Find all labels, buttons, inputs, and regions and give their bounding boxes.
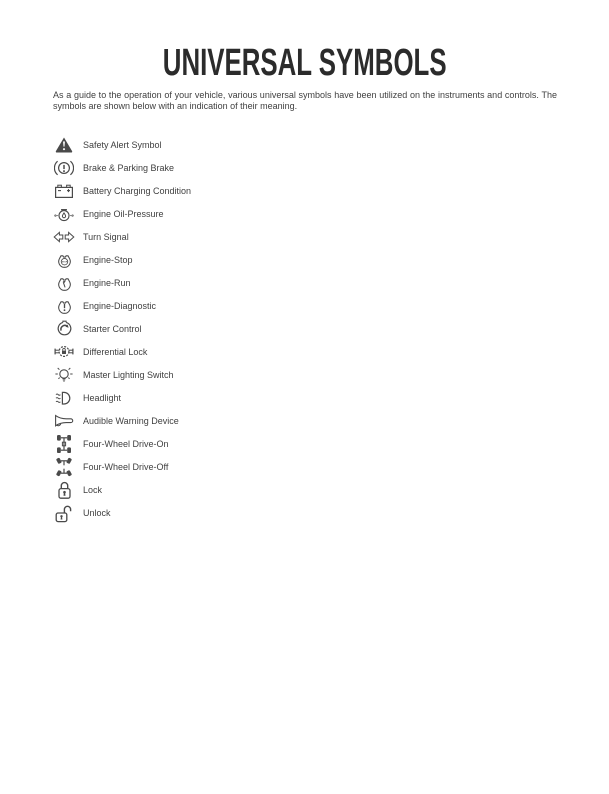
symbol-row — [52, 225, 452, 248]
symbol-label: Four-Wheel Drive-Off — [83, 461, 169, 472]
battery-charging-icon — [52, 180, 76, 202]
lock-icon — [52, 479, 76, 501]
headlight-icon — [52, 387, 76, 409]
symbol-row — [52, 363, 452, 386]
symbol-label: Headlight — [83, 392, 122, 403]
differential-lock-icon — [52, 341, 76, 363]
symbol-row — [52, 386, 452, 409]
symbol-row — [52, 478, 452, 501]
four-wheel-drive-off-icon-graphic — [56, 457, 72, 477]
symbol-label: Safety Alert Symbol — [83, 139, 162, 150]
symbol-row — [52, 409, 452, 432]
master-lighting-switch-icon — [52, 364, 76, 386]
symbol-list — [52, 133, 452, 524]
page-title-text: UNIVERSAL SYMBOLS — [162, 42, 447, 84]
starter-control-icon — [52, 318, 76, 340]
symbol-label: Audible Warning Device — [83, 415, 179, 426]
symbol-row — [52, 248, 452, 271]
symbol-row — [52, 432, 452, 455]
headlight-icon-graphic — [54, 389, 74, 407]
engine-stop-icon-graphic — [55, 251, 74, 269]
brake-parking-brake-icon — [52, 157, 76, 179]
symbol-row — [52, 294, 452, 317]
symbol-row — [52, 455, 452, 478]
battery-charging-icon-graphic — [54, 183, 74, 199]
engine-run-icon-graphic — [55, 274, 74, 292]
unlock-icon — [52, 502, 76, 524]
brake-parking-brake-icon-graphic — [54, 159, 74, 177]
engine-oil-pressure-icon-graphic — [54, 205, 74, 223]
engine-diagnostic-icon — [52, 295, 76, 317]
master-lighting-switch-icon-graphic — [54, 365, 74, 384]
page-title — [0, 42, 609, 84]
symbol-label: Engine-Diagnostic — [83, 300, 157, 311]
engine-diagnostic-icon-graphic — [55, 297, 74, 315]
unlock-icon-graphic — [54, 503, 74, 523]
symbol-row — [52, 156, 452, 179]
safety-alert-icon — [52, 134, 76, 156]
differential-lock-icon-graphic — [54, 343, 74, 360]
lock-icon-graphic — [56, 480, 73, 500]
symbol-label: Four-Wheel Drive-On — [83, 438, 169, 449]
four-wheel-drive-on-icon — [52, 433, 76, 455]
symbol-label: Battery Charging Condition — [83, 185, 192, 196]
engine-run-icon — [52, 272, 76, 294]
audible-warning-device-icon — [52, 410, 76, 432]
symbol-label: Brake & Parking Brake — [83, 162, 175, 173]
safety-alert-icon-graphic — [55, 136, 73, 153]
symbol-label: Engine-Run — [83, 277, 131, 288]
symbol-row — [52, 179, 452, 202]
starter-control-icon-graphic — [55, 319, 74, 338]
symbol-row — [52, 340, 452, 363]
symbol-row — [52, 133, 452, 156]
symbol-row — [52, 271, 452, 294]
engine-stop-icon-text: STOP — [61, 260, 67, 263]
symbol-label: Lock — [83, 484, 103, 495]
turn-signal-icon-graphic — [53, 231, 75, 243]
symbol-row — [52, 317, 452, 340]
turn-signal-icon — [52, 226, 76, 248]
symbol-label: Turn Signal — [83, 231, 129, 242]
symbol-label: Engine-Stop — [83, 254, 133, 265]
symbol-label: Engine Oil-Pressure — [83, 208, 164, 219]
symbol-label: Master Lighting Switch — [83, 369, 174, 380]
audible-warning-device-icon-graphic — [54, 413, 75, 428]
symbol-row — [52, 501, 452, 524]
symbol-row — [52, 202, 452, 225]
symbol-label: Differential Lock — [83, 346, 148, 357]
engine-stop-icon — [52, 249, 76, 271]
four-wheel-drive-off-icon — [52, 456, 76, 478]
four-wheel-drive-on-icon-graphic — [56, 434, 72, 454]
symbol-label: Starter Control — [83, 323, 142, 334]
intro-paragraph: As a guide to the operation of your vehicle, various universal symbols have been utilized on the instruments and controls. The symbols are shown below with an indication of their meaning. — [53, 90, 557, 112]
engine-oil-pressure-icon — [52, 203, 76, 225]
symbol-label: Unlock — [83, 507, 111, 518]
